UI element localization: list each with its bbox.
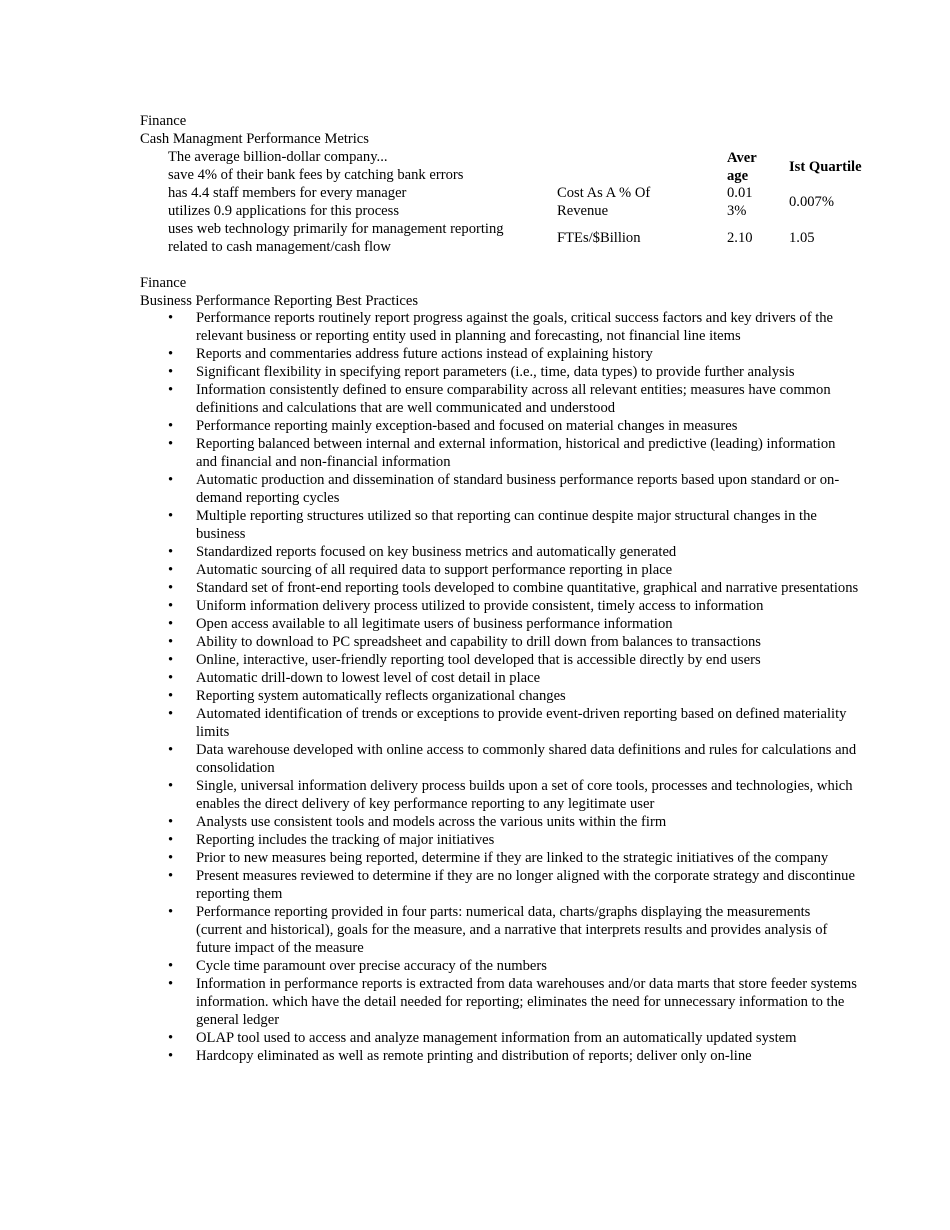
header-average: Aver bbox=[727, 150, 757, 166]
bullet-icon: • bbox=[168, 580, 174, 596]
list-item bbox=[140, 867, 860, 903]
bullet-icon: • bbox=[168, 814, 174, 830]
best-practices-list bbox=[140, 309, 860, 1065]
list-item bbox=[140, 309, 860, 345]
bullet-icon: • bbox=[168, 1030, 174, 1046]
list-item-text: Cycle time paramount over precise accuracy of the numbers bbox=[196, 958, 547, 974]
list-item bbox=[140, 741, 860, 777]
list-item bbox=[140, 705, 860, 741]
fact-line: has 4.4 staff members for every manager bbox=[168, 185, 407, 201]
list-item-text: Online, interactive, user-friendly reporting tool developed that is accessible directly by end users bbox=[196, 652, 761, 668]
bullet-icon: • bbox=[168, 508, 174, 524]
bullet-icon: • bbox=[168, 706, 174, 722]
bullet-icon: • bbox=[168, 310, 174, 326]
row-label: FTEs/$Billion bbox=[557, 230, 641, 246]
row-quartile: 0.007% bbox=[789, 194, 834, 210]
bullet-icon: • bbox=[168, 364, 174, 380]
list-item bbox=[140, 831, 860, 849]
header-average: age bbox=[727, 168, 749, 184]
bullet-icon: • bbox=[168, 742, 174, 758]
fact-line: utilizes 0.9 applications for this process bbox=[168, 203, 400, 219]
list-item bbox=[140, 975, 860, 1029]
list-item-text: OLAP tool used to access and analyze management information from an automatically updated system bbox=[196, 1030, 797, 1046]
list-item bbox=[140, 507, 860, 543]
list-item-text: Multiple reporting structures utilized so that reporting can continue despite major structural changes in the business bbox=[196, 508, 817, 542]
list-item bbox=[140, 417, 860, 435]
list-item-text: Analysts use consistent tools and models across the various units within the firm bbox=[196, 814, 667, 830]
list-item bbox=[140, 1047, 860, 1065]
list-item bbox=[140, 561, 860, 579]
fact-line: uses web technology primarily for management reporting bbox=[168, 221, 504, 237]
list-item-text: Performance reports routinely report progress against the goals, critical success factors and key drivers of the relevant business or reporting entity used in planning and forecasting, not financial line items bbox=[196, 310, 834, 344]
list-item-text: Ability to download to PC spreadsheet and capability to drill down from balances to transactions bbox=[196, 634, 761, 650]
bullet-icon: • bbox=[168, 436, 174, 452]
bullet-icon: • bbox=[168, 472, 174, 488]
bullet-icon: • bbox=[168, 976, 174, 992]
list-item-text: Reporting includes the tracking of major initiatives bbox=[196, 832, 495, 848]
list-item bbox=[140, 957, 860, 975]
list-item-text: Automatic sourcing of all required data to support performance reporting in place bbox=[196, 562, 673, 578]
list-item bbox=[140, 651, 860, 669]
list-item-text: Reports and commentaries address future actions instead of explaining history bbox=[196, 346, 653, 362]
list-item-text: Performance reporting mainly exception-based and focused on material changes in measures bbox=[196, 418, 738, 434]
fact-line: The average billion-dollar company... bbox=[168, 149, 388, 165]
list-item-text: Single, universal information delivery process builds upon a set of core tools, processes and technologies, which enables the direct delivery of key performance reporting to any legitimate user bbox=[196, 778, 853, 812]
bullet-icon: • bbox=[168, 850, 174, 866]
bullet-icon: • bbox=[168, 670, 174, 686]
list-item-text: Standard set of front-end reporting tools developed to combine quantitative, graphical and narrative presentations bbox=[196, 580, 859, 596]
list-item-text: Uniform information delivery process utilized to provide consistent, timely access to information bbox=[196, 598, 764, 614]
bullet-icon: • bbox=[168, 544, 174, 560]
row-average: 3% bbox=[727, 203, 747, 219]
bullet-icon: • bbox=[168, 634, 174, 650]
bullet-icon: • bbox=[168, 418, 174, 434]
list-item bbox=[140, 1029, 860, 1047]
bullet-icon: • bbox=[168, 346, 174, 362]
list-item bbox=[140, 579, 860, 597]
bullet-icon: • bbox=[168, 1048, 174, 1064]
list-item-text: Automatic production and dissemination of standard business performance reports based upon standard or on-demand reporting cycles bbox=[196, 472, 840, 506]
section1-subheading: Cash Managment Performance Metrics bbox=[140, 131, 369, 147]
fact-line: save 4% of their bank fees by catching bank errors bbox=[168, 167, 464, 183]
list-item bbox=[140, 435, 860, 471]
bullet-icon: • bbox=[168, 616, 174, 632]
list-item-text: Automatic drill-down to lowest level of cost detail in place bbox=[196, 670, 541, 686]
list-item-text: Information consistently defined to ensure comparability across all relevant entities; measures have common definitions and calculations that are well communicated and understood bbox=[196, 382, 831, 416]
list-item bbox=[140, 813, 860, 831]
bullet-icon: • bbox=[168, 562, 174, 578]
list-item-text: Present measures reviewed to determine if they are no longer aligned with the corporate strategy and discontinue reporting them bbox=[196, 868, 855, 902]
list-item bbox=[140, 615, 860, 633]
list-item bbox=[140, 669, 860, 687]
list-item bbox=[140, 471, 860, 507]
list-item-text: Data warehouse developed with online access to commonly shared data definitions and rules for calculations and consolidation bbox=[196, 742, 857, 776]
section2-subheading: Business Performance Reporting Best Practices bbox=[140, 293, 419, 309]
list-item bbox=[140, 543, 860, 561]
section2-heading: Finance bbox=[140, 275, 187, 291]
list-item-text: Standardized reports focused on key business metrics and automatically generated bbox=[196, 544, 677, 560]
list-item bbox=[140, 633, 860, 651]
list-item-text: Open access available to all legitimate users of business performance information bbox=[196, 616, 673, 632]
bullet-icon: • bbox=[168, 868, 174, 884]
list-item-text: Prior to new measures being reported, determine if they are linked to the strategic initiatives of the company bbox=[196, 850, 829, 866]
list-item-text: Hardcopy eliminated as well as remote printing and distribution of reports; deliver only on-line bbox=[196, 1048, 752, 1064]
bullet-icon: • bbox=[168, 652, 174, 668]
bullet-icon: • bbox=[168, 832, 174, 848]
list-item bbox=[140, 849, 860, 867]
list-item-text: Information in performance reports is extracted from data warehouses and/or data marts that store feeder systems information. which have the detail needed for reporting; eliminates the need for unnecessary information to the general ledger bbox=[196, 976, 857, 1028]
list-item bbox=[140, 687, 860, 705]
row-label: Cost As A % Of bbox=[557, 185, 651, 201]
bullet-icon: • bbox=[168, 598, 174, 614]
list-item bbox=[140, 903, 860, 957]
list-item-text: Reporting balanced between internal and external information, historical and predictive (leading) information and financial and non-financial information bbox=[196, 436, 836, 470]
bullet-icon: • bbox=[168, 958, 174, 974]
row-label: Revenue bbox=[557, 203, 609, 219]
list-item bbox=[140, 381, 860, 417]
section1-heading: Finance bbox=[140, 113, 187, 129]
row-average: 2.10 bbox=[727, 230, 753, 246]
row-quartile: 1.05 bbox=[789, 230, 815, 246]
bullet-icon: • bbox=[168, 904, 174, 920]
list-item bbox=[140, 777, 860, 813]
list-item-text: Significant flexibility in specifying report parameters (i.e., time, data types) to provide further analysis bbox=[196, 364, 795, 380]
list-item-text: Reporting system automatically reflects organizational changes bbox=[196, 688, 566, 704]
list-item bbox=[140, 363, 860, 381]
bullet-icon: • bbox=[168, 382, 174, 398]
fact-line: related to cash management/cash flow bbox=[168, 239, 391, 255]
row-average: 0.01 bbox=[727, 185, 753, 201]
bullet-icon: • bbox=[168, 778, 174, 794]
list-item bbox=[140, 597, 860, 615]
list-item-text: Automated identification of trends or exceptions to provide event-driven reporting based on defined materiality limits bbox=[196, 706, 847, 740]
bullet-icon: • bbox=[168, 688, 174, 704]
header-quartile: Ist Quartile bbox=[789, 159, 862, 175]
list-item-text: Performance reporting provided in four parts: numerical data, charts/graphs displaying the measurements (current and historical), goals for the measure, and a narrative that interprets results and provides analysis of future impact of the measure bbox=[196, 904, 828, 956]
list-item bbox=[140, 345, 860, 363]
